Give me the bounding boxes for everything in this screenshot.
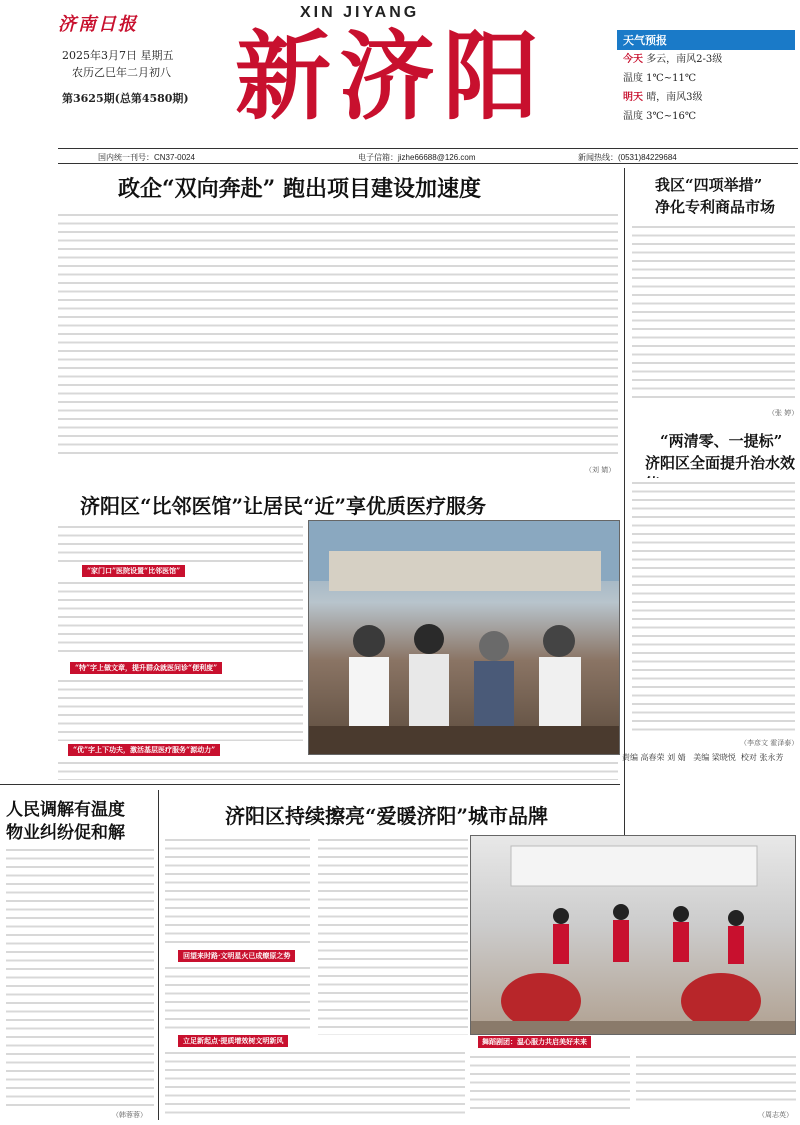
dance-performance-illustration <box>471 836 796 1035</box>
article2-headline: 我区“四项举措” <box>655 176 763 194</box>
weather-tomorrow-label: 明天 <box>623 92 643 103</box>
article6-byline: （周志英） <box>758 1111 793 1119</box>
article3-headline-2: 济阳区全面提升治水效 <box>645 454 796 472</box>
masthead-pinyin: XIN JIYANG <box>300 4 420 21</box>
article6-body-col3 <box>470 1052 630 1114</box>
info-bar <box>58 148 798 164</box>
article6-headline: 济阳区持续擦亮“爱暖济阳”城市品牌 <box>225 804 549 828</box>
article3-byline: （李彦文 霍泽泰） <box>740 739 799 747</box>
article4-headline: 济阳区“比邻医馆”让居民“近”享优质医疗服务 <box>80 494 487 518</box>
news-hotline: 新闻热线：(0531)84229684 <box>578 153 677 162</box>
article6-subhead-2: 立足新起点·提质增效树文明新风 <box>178 1035 288 1047</box>
article6-body-1 <box>165 835 310 945</box>
issue-number: 第3625期(总第4580期) <box>62 92 189 105</box>
article4-subhead-2: “特”字上做文章，提升群众就医问诊“便利度” <box>70 662 222 674</box>
article4-body-2 <box>58 676 303 741</box>
article2-byline: （张 婷） <box>768 409 799 417</box>
newspaper-logo: 济南日报 <box>58 14 138 35</box>
article6-body-3 <box>165 1048 465 1118</box>
contact-email: 电子信箱：jizhe66688@126.com <box>358 153 476 162</box>
weather-today-temp: 温度 1℃~11℃ <box>623 73 697 84</box>
article6-body-col4 <box>636 1052 796 1107</box>
editor-credits <box>622 752 783 763</box>
article1-body <box>58 210 618 460</box>
masthead <box>0 0 800 140</box>
weather-today <box>617 50 795 69</box>
section-divider <box>0 784 620 785</box>
article4-photo <box>308 520 620 755</box>
designer-name: 美编 梁晓悦 <box>693 753 736 762</box>
article6-body-2 <box>165 963 310 1033</box>
publication-number: 国内统一刊号：CN37-0024 <box>98 153 195 162</box>
article5-body <box>6 845 154 1107</box>
article4-subhead-1: “家门口”医院设置“比邻医馆” <box>82 565 185 577</box>
article5-headline: 人民调解有温度 <box>6 800 125 820</box>
article4-subhead-3: “优”字上下功夫，激活基层医疗服务“源动力” <box>68 744 220 756</box>
weather-label: 天气预报 <box>617 30 795 50</box>
weather-today-label: 今天 <box>623 54 643 65</box>
article1-byline: （刘 婧） <box>585 466 616 474</box>
article2-headline-2: 净化专利商品市场 <box>655 198 776 216</box>
article3-body <box>632 478 795 733</box>
article5-headline-2: 物业纠纷促和解 <box>6 823 125 843</box>
article4-body-intro <box>58 522 303 562</box>
column-divider-2 <box>158 790 159 1120</box>
article6-photo-caption: 舞蹈剧团：温心服力共启美好未来 <box>478 1036 591 1048</box>
article6-subhead-1: 回望来时路·文明星火已成燎原之势 <box>178 950 295 962</box>
weather-tomorrow-desc: 晴，南风3级 <box>646 92 703 103</box>
article4-body-1 <box>58 578 303 658</box>
article6-body-col2 <box>318 835 468 1035</box>
article4-body-3 <box>58 758 618 780</box>
weather-tomorrow <box>617 88 795 107</box>
article1-headline: 政企“双向奔赴” 跑出项目建设加速度 <box>118 176 481 202</box>
lunar-date: 农历乙巳年二月初八 <box>72 66 171 79</box>
weather-box <box>617 30 795 140</box>
article5-byline: （韩蓉蓉） <box>112 1111 147 1119</box>
article6-photo <box>470 835 796 1035</box>
weather-tomorrow-temp: 温度 3℃~16℃ <box>623 111 697 122</box>
editor-names: 责编 高春荣 刘 婧 <box>622 753 686 762</box>
clinic-visit-illustration <box>309 521 620 755</box>
article3-headline: “两清零、一提标” <box>660 432 783 450</box>
article2-body <box>632 222 795 402</box>
issue-date: 2025年3月7日 星期五 <box>62 49 174 62</box>
proofreader-name: 校对 张永芳 <box>740 753 784 762</box>
masthead-title: 新济阳 <box>235 20 547 133</box>
weather-today-desc: 多云，南风2-3级 <box>646 54 723 65</box>
